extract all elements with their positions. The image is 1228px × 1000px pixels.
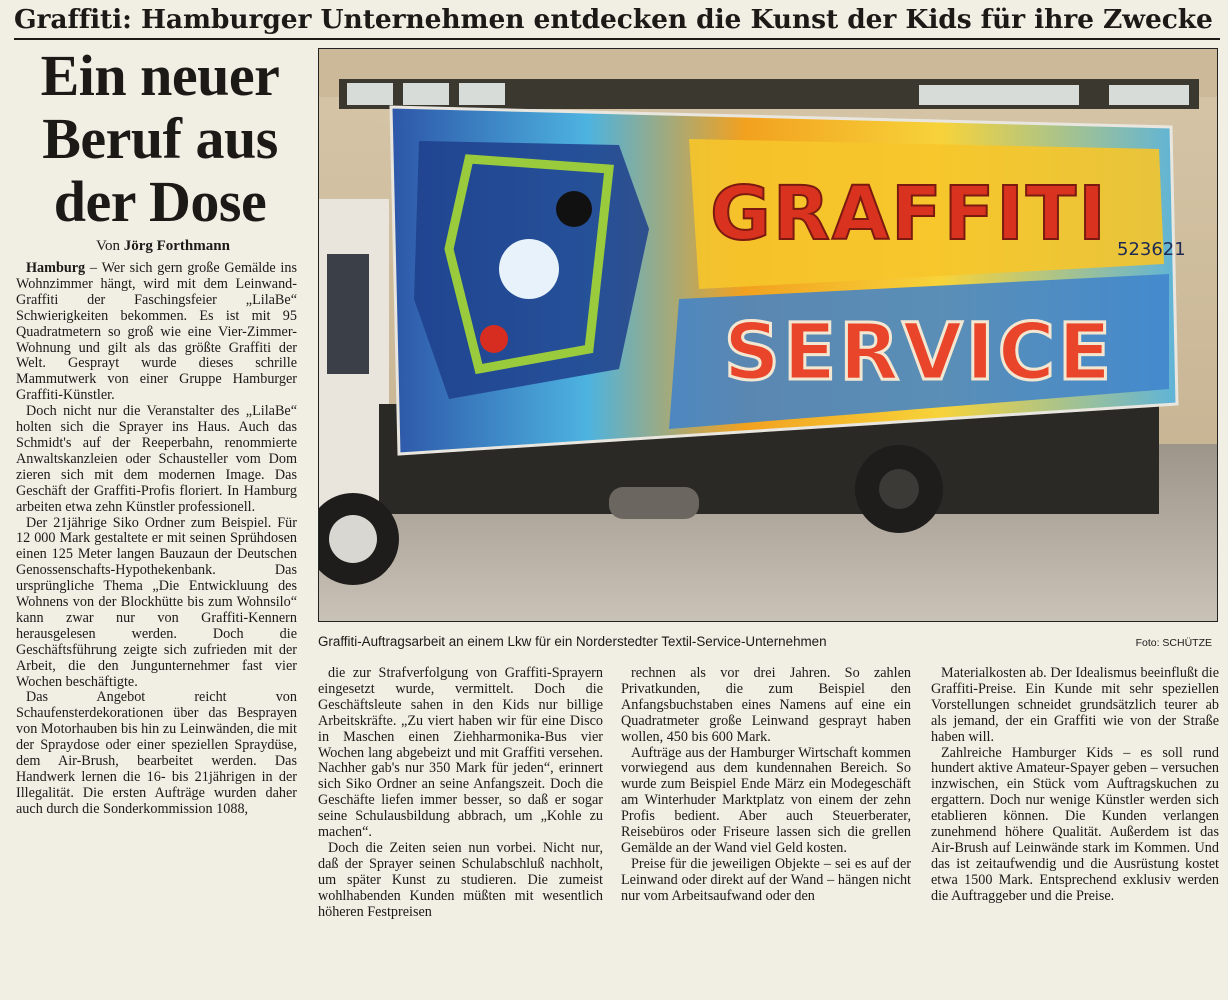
article-column-4 — [931, 666, 1219, 905]
article-paragraph — [621, 857, 911, 905]
article-column-1 — [16, 261, 297, 818]
article-paragraph — [16, 404, 297, 515]
paragraph-text: Doch die Zeiten seien nun vorbei. Nicht nur, daß der Sprayer seinen Schulabschluß nachholt, um später Kunst zu studieren. Die zumeist wohlhabenden Kunden müßten mit wesentlich höheren Festpreisen — [318, 839, 603, 920]
graffiti-box — [391, 107, 1177, 454]
byline-author: Jörg Forthmann — [123, 238, 230, 254]
paragraph-text: Materialkosten ab. Der Idealismus beeinflußt die Graffiti-Preise. Ein Kunde mit sehr speziellen Vorstellungen schneidet grundsätzlich teurer ab als jemand, der ein Graffiti wie von der Straße haben will. — [931, 665, 1219, 745]
paragraph-text: Preise für die jeweiligen Objekte – sei es auf der Leinwand oder direkt auf der Wand – hängen nicht nur vom Arbeitsaufwand oder den — [621, 855, 911, 904]
article-paragraph — [621, 746, 911, 857]
article-paragraph — [318, 666, 603, 841]
article-paragraph — [318, 841, 603, 921]
paragraph-text: Aufträge aus der Hamburger Wirtschaft kommen vorwiegend aus dem kundennahen Bereich. So wurde zum Beispiel Ende März ein Modegeschäft am Winterhuder Marktplatz von einem der zehn Profis bedient. Aber auch Steuerberater, Reisebüros oder Friseure lassen sich die grellen Gemälde an der Wand viel Geld kosten. — [621, 744, 911, 856]
truck-illustration — [319, 49, 1217, 621]
article-column-3 — [621, 666, 911, 905]
paragraph-text: Zahlreiche Hamburger Kids – es soll rund hundert aktive Amateur-Spayer geben – versuchen inzwischen, ein Stück vom Auftragskuchen zu ergattern. Doch nur wenige Künstler werden sich etablieren können. Die Kunden verlangen zunehmend höhere Qualität. Außerdem ist das Air-Brush auf Leinwände stark im Kommen. Und das ist zeitaufwendig und die Ausrüstung kostet etwa 1500 Mark. Entsprechend exklusiv werden die Auftraggeber und die Preise. — [931, 744, 1219, 904]
graffiti-top-lettering: GRAFFITI — [710, 171, 1108, 257]
article-paragraph — [16, 690, 297, 817]
truck-graffiti-photo — [318, 48, 1218, 622]
byline-prefix: Von — [96, 238, 120, 254]
article-paragraph — [16, 261, 297, 404]
article-paragraph — [16, 516, 297, 691]
photo-credit: Foto: SCHÜTZE — [1135, 637, 1212, 649]
paragraph-text: Der 21jährige Siko Ordner zum Beispiel. Für 12 000 Mark gestaltete er mit seinen Sprühdosen einen 125 Meter langen Bauzaun der Deutschen Genossenschafts-Hypothekenbank. Das ursprüngliche Thema „Die Entwickluung des Wohnens von der Blockhütte bis zum Wohnsilo“ kann zwar nur von Graffiti-Kennern herausgelesen werden. Doch die Geschäftsführung zeigte sich zufrieden mit der Arbeit, die den Jungunternehmer fast vier Wochen beschäftigte. — [16, 514, 297, 690]
graffiti-bottom-lettering: SERVICE — [723, 308, 1115, 398]
graffiti-number: 523621 — [1117, 239, 1186, 260]
dateline: Hamburg — [26, 260, 86, 276]
article-kicker: Graffiti: Hamburger Unternehmen entdecken die Kunst der Kids für ihre Zwecke — [14, 2, 1220, 40]
paragraph-text: rechnen als vor drei Jahren. So zahlen Privatkunden, die zum Beispiel den Anfangsbuchstaben eines Namens auf eine ein Quadratmeter große Leinwand gesprayt haben wollen, 450 bis 600 Mark. — [621, 665, 911, 745]
paragraph-text: die zur Strafverfolgung von Graffiti-Sprayern eingesetzt wurde, vermittelt. Doch die Geschäftsleute sahen in den Kids nur billige Arbeitskräfte. „Zu viert haben wir für eine Disco in Maschen einen Ziehharmonika-Bus vier Wochen lang abgebeizt und mit Graffiti versehen. Nachher gab's nur 350 Mark für jeden“, erinnert sich Siko Ordner an seine Anfangszeit. Doch die Geschäfte liefen immer besser, so daß er sogar seine Schulausbildung abbrach, um „Kohle zu machen“. — [318, 665, 603, 841]
article-paragraph — [931, 746, 1219, 905]
byline — [28, 238, 298, 255]
article-headline: Ein neuer Beruf aus der Dose — [40, 43, 280, 234]
article-paragraph — [931, 666, 1219, 746]
caption-text: Graffiti-Auftragsarbeit an einem Lkw für ein Norderstedter Textil-Service-Unternehmen — [318, 634, 827, 649]
paragraph-text: Doch nicht nur die Veranstalter des „LilaBe“ holten sich die Sprayer ins Haus. Auch das Schmidt's auf der Reeperbahn, renommierte Anwaltskanzleien oder Schausteller vom Dom zieren sich mit dem modernen Image. Das Geschäft der Graffiti-Profis floriert. In Hamburg arbeiten etwa zehn Künstler professionell. — [16, 403, 297, 515]
paragraph-text: – Wer sich gern große Gemälde ins Wohnzimmer hängt, wird mit dem Leinwand-Graffiti der Faschingsfeier „LilaBe“ Schwierigkeiten bekommen. Es ist mit 95 Quadratmetern so groß wie eine Vier-Zimmer-Wohnung und gilt als das größte Graffiti der Welt. Gesprayt wurde dieses schrille Mammutwerk von einer Gruppe Hamburger Graffiti-Künstler. — [16, 260, 297, 404]
article-paragraph — [621, 666, 911, 746]
photo-caption — [318, 633, 1216, 653]
paragraph-text: Das Angebot reicht von Schaufensterdekorationen über das Besprayen von Motorhauben bis hin zu Leinwänden, die mit der Spraydose oder einer speziellen Spraydüse, dem Air-Brush, bearbeitet werden. Das Handwerk lernen die 16- bis 21jährigen in der Illegalität. Die ersten Aufträge wurden daher auch durch die Sonderkommission 1088, — [16, 689, 297, 817]
article-column-2 — [318, 666, 603, 921]
